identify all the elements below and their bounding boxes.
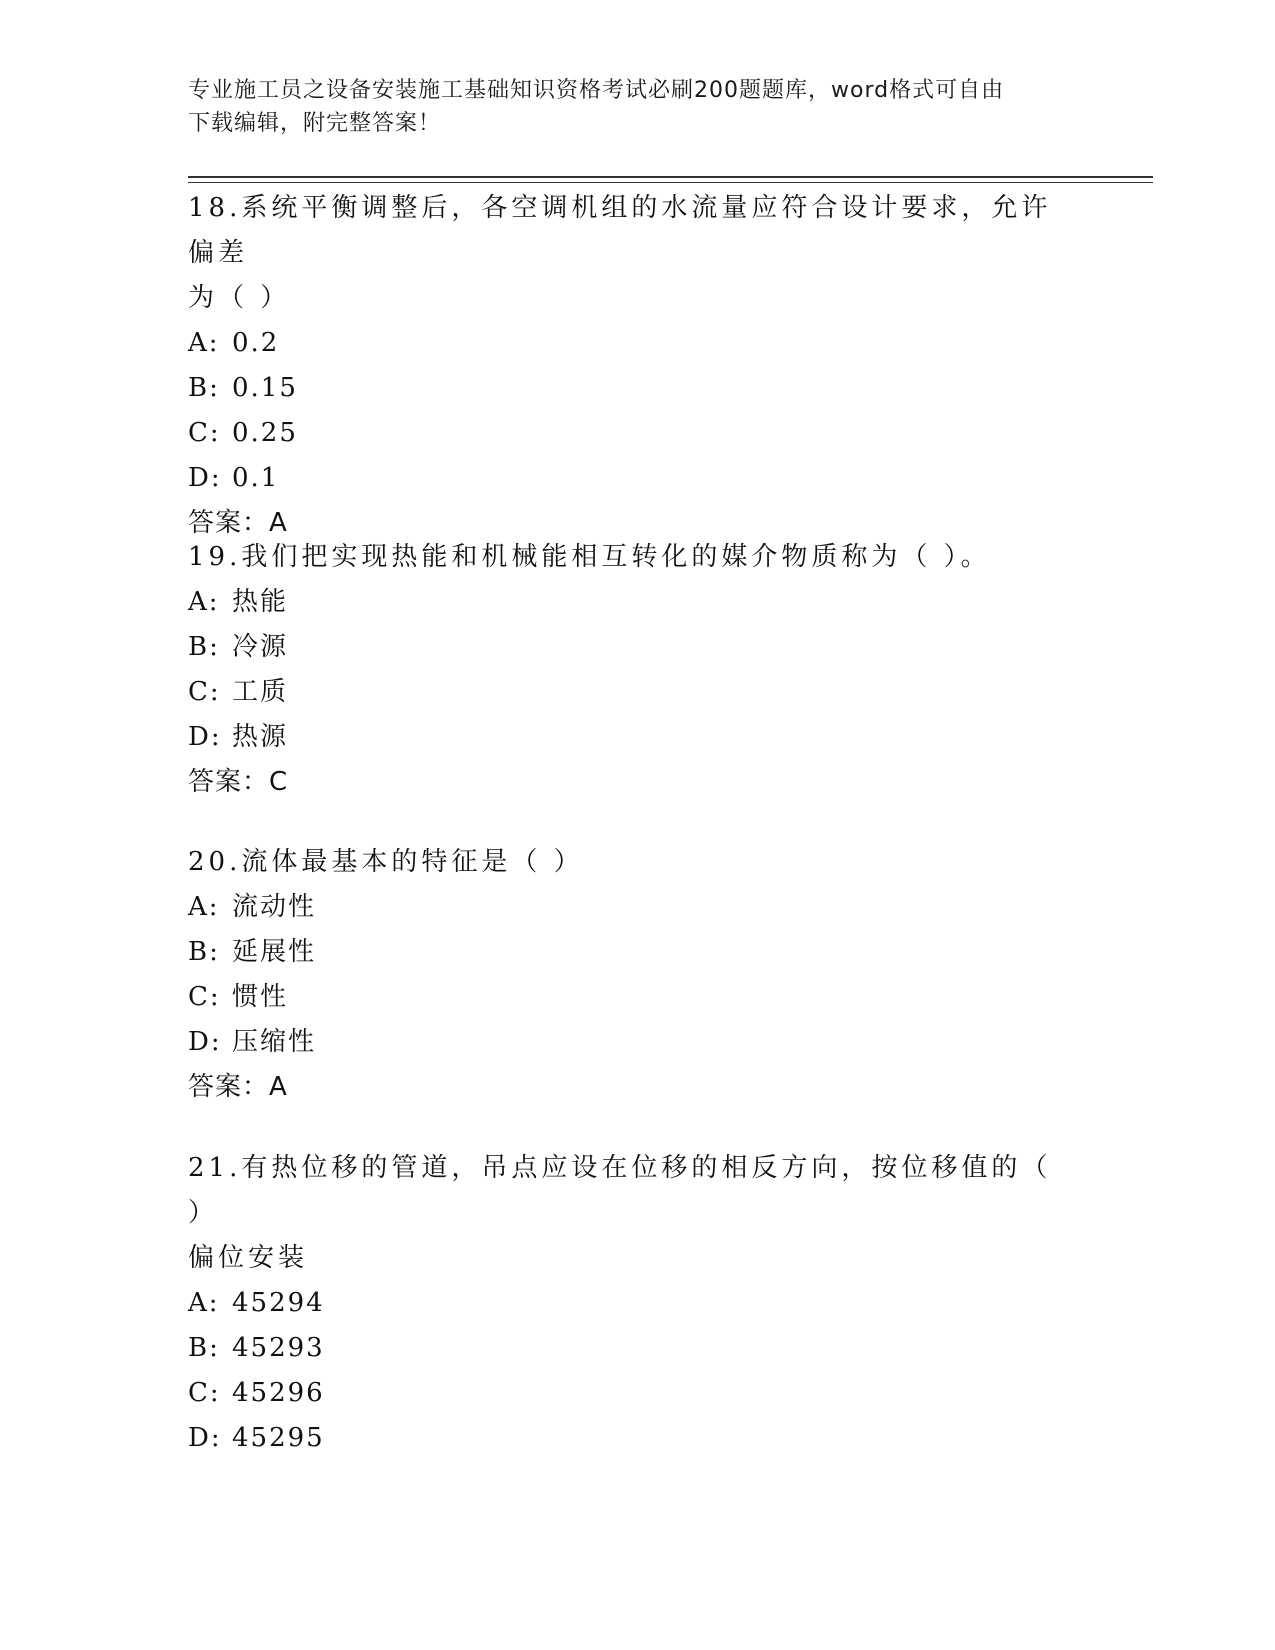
option-b [188, 1326, 1088, 1371]
option-d [188, 1416, 1088, 1461]
option-letter: A: [188, 892, 220, 922]
option-letter: B: [188, 632, 220, 662]
option-text: 热能 [232, 587, 289, 617]
option-text: 延展性 [232, 937, 317, 967]
header-line-1: 专业施工员之设备安装施工基础知识资格考试必刷200题题库，word格式可自由 [188, 78, 1005, 103]
option-text: 0.2 [232, 328, 280, 358]
option-text: 0.25 [232, 418, 298, 448]
question-stem-line-1: 18.系统平衡调整后，各空调机组的水流量应符合设计要求，允许偏差 [188, 193, 1052, 268]
option-b [188, 625, 1088, 670]
option-text: 45294 [232, 1288, 325, 1318]
option-d [188, 715, 1088, 760]
option-letter: A: [188, 587, 220, 617]
question-stem-line-1: 20.流体最基本的特征是（ ） [188, 847, 584, 877]
option-letter: B: [188, 373, 220, 403]
document-header [188, 74, 1078, 140]
option-text: 冷源 [232, 632, 289, 662]
option-text: 流动性 [232, 892, 317, 922]
option-c [188, 670, 1088, 715]
option-a [188, 1281, 1088, 1326]
question-21 [188, 1146, 1088, 1461]
option-letter: C: [188, 418, 221, 448]
option-text: 热源 [232, 722, 289, 752]
header-divider-thick [188, 176, 1153, 178]
option-letter: D: [188, 1423, 222, 1453]
option-text: 0.15 [232, 373, 298, 403]
option-a [188, 580, 1088, 625]
option-text: 0.1 [232, 463, 280, 493]
option-d [188, 456, 1088, 501]
option-b [188, 930, 1088, 975]
option-letter: A: [188, 1288, 220, 1318]
question-stem-line-2: 偏位安装 [188, 1243, 309, 1273]
question-19 [188, 535, 1088, 805]
option-letter: C: [188, 677, 221, 707]
option-letter: D: [188, 1027, 222, 1057]
question-stem-line-2: 为（ ） [188, 283, 291, 313]
option-text: 压缩性 [232, 1027, 317, 1057]
option-text: 45296 [232, 1378, 325, 1408]
answer: 答案：A [188, 508, 288, 538]
option-letter: C: [188, 982, 221, 1012]
option-letter: B: [188, 937, 220, 967]
option-text: 工质 [232, 677, 289, 707]
question-stem [188, 840, 1078, 885]
option-letter: B: [188, 1333, 220, 1363]
option-text: 45293 [232, 1333, 325, 1363]
question-stem [188, 1146, 1078, 1281]
question-18 [188, 186, 1088, 546]
question-stem-line-1: 21.有热位移的管道，吊点应设在位移的相反方向，按位移值的（ ） [188, 1153, 1052, 1228]
option-a [188, 885, 1088, 930]
option-c [188, 1371, 1088, 1416]
option-d [188, 1020, 1088, 1065]
question-20 [188, 840, 1088, 1110]
option-c [188, 975, 1088, 1020]
option-a [188, 321, 1088, 366]
option-letter: C: [188, 1378, 221, 1408]
header-divider-thin [188, 182, 1153, 183]
question-stem [188, 186, 1078, 321]
header-line-2: 下载编辑，附完整答案！ [188, 111, 442, 136]
answer: 答案：A [188, 1072, 288, 1102]
answer: 答案：C [188, 767, 289, 797]
question-stem-line-1: 19.我们把实现热能和机械能相互转化的媒介物质称为（ ）。 [188, 542, 991, 572]
option-text: 45295 [232, 1423, 325, 1453]
option-c [188, 411, 1088, 456]
option-b [188, 366, 1088, 411]
option-letter: D: [188, 463, 222, 493]
question-stem [188, 535, 1078, 580]
option-letter: D: [188, 722, 222, 752]
option-text: 惯性 [232, 982, 289, 1012]
option-letter: A: [188, 328, 220, 358]
